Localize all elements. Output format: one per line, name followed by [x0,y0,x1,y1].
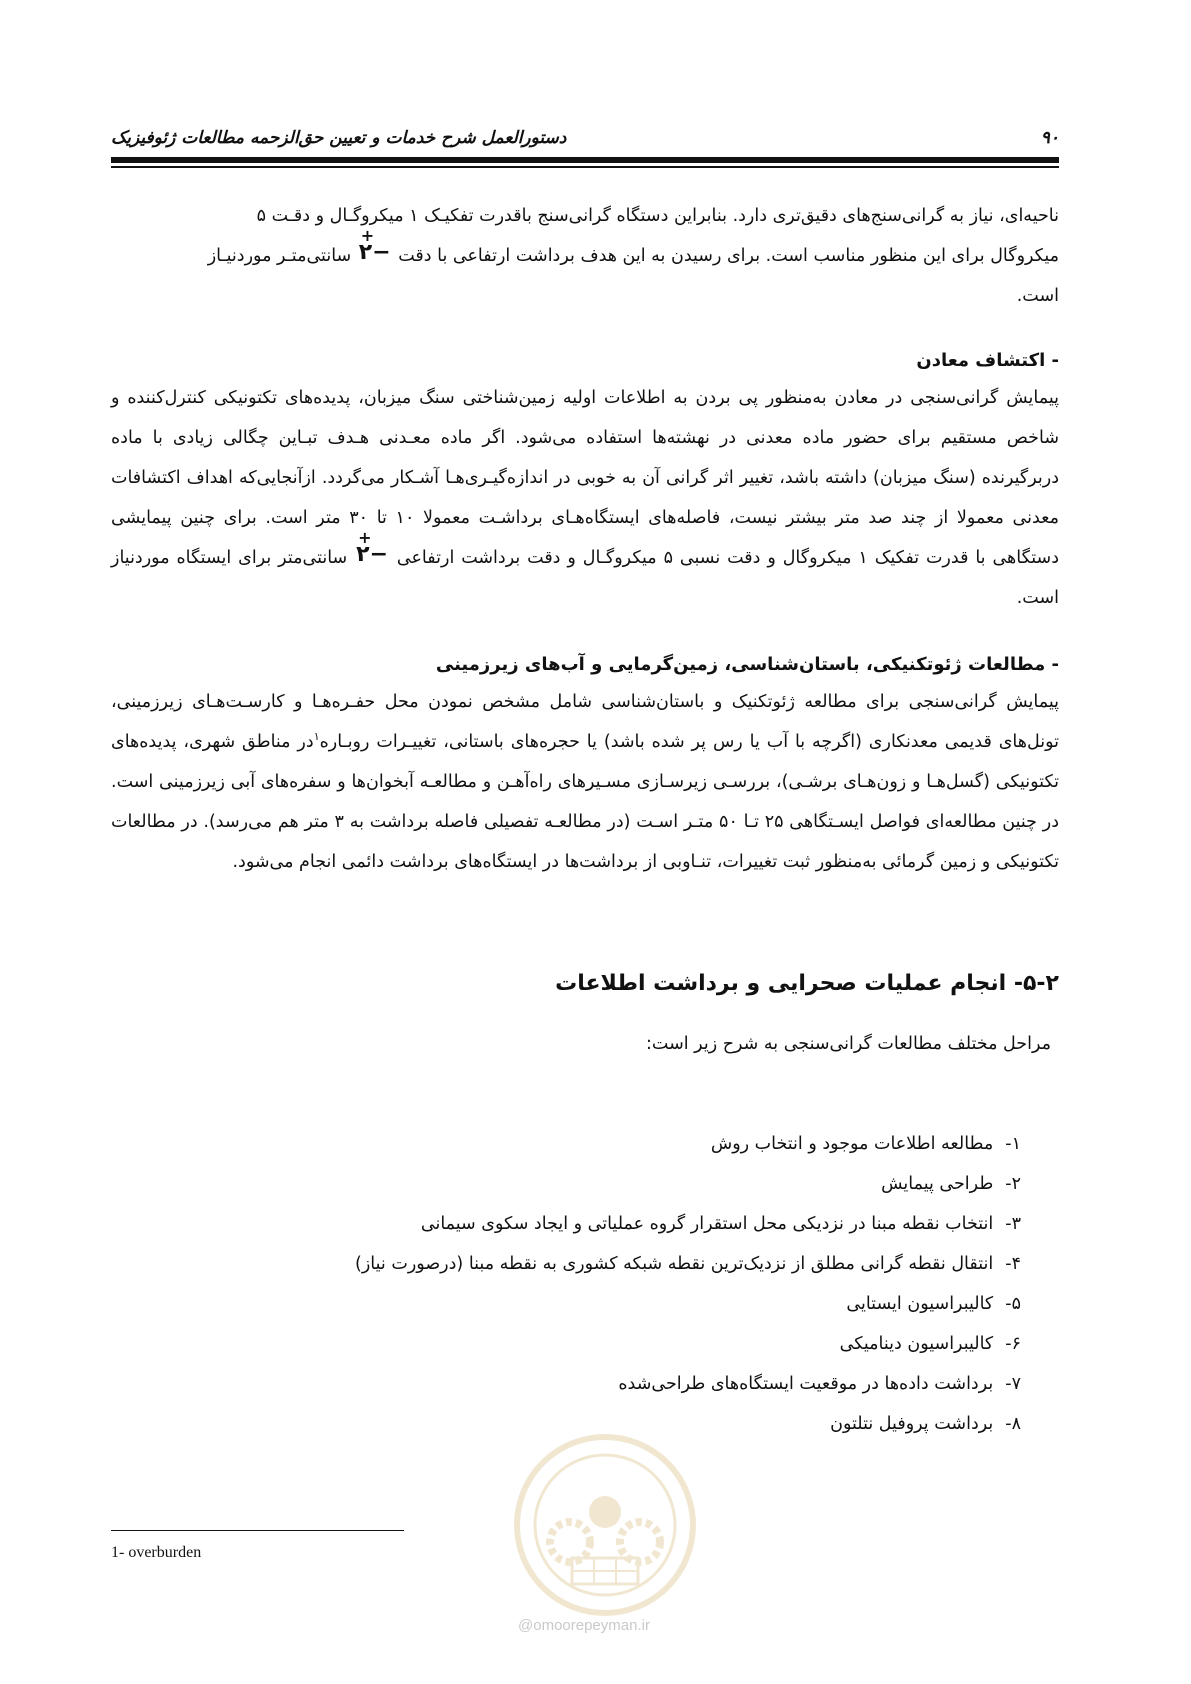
paragraph-line: ناحیه‌ای، نیاز به گرانی‌سنج‌های دقیق‌تری دارد. بنابراین دستگاه گرانی‌سنج باقدرت تفکیـک ۱ میکروگـال و دقـت ۵ [256,206,1059,226]
steps-list [111,1124,1021,1444]
paragraph-text: در مناطق شهری، پدیده‌های تکتونیکی (گسل‌هـا و زون‌هـای برشـی)، بررسـی زیرسـازی مسـیرهای راه‌آهـن و مطالعـه آبخوان‌ها و سفره‌های آبی زیرزمینی است. در چنین مطالعه‌ای فواصل ایسـتگاهی ۲۵ تـا ۵۰ متـر اسـت (در مطالعـه تفصیلی فاصله برداشت به ۳ متر هم می‌رسد). در مطالعات تکتونیکی و زمین گرمائی به‌منظور ثبت تغییرات، تنـاوبی از برداشت‌ها در ایستگاه‌های برداشت دائمی انجام می‌شود. [111,732,1059,872]
list-item: ۲- طراحی پیمایش [881,1174,1021,1194]
list-item: ۸- برداشت پروفیل نتلتون [830,1414,1021,1434]
footnote-ref: ۱ [313,730,320,744]
document-title: دستورالعمل شرح خدمات و تعیین حق‌الزحمه مطالعات ژئوفیزیک [111,128,567,148]
footnote: 1- overburden [111,1544,202,1561]
paragraph-line [111,226,1059,276]
paragraph-text: پیمایش گرانی‌سنجی برای مطالعه ژئوتکنیک و باستان‌شناسی شامل مشخص نمودن محل حفـره‌هـا و کارسـت‌هـای زیرزمینی، تونل‌های قدیمی معدنکاری (اگرچه با آب یا رس پر شده باشد) یا حجره‌های باستانی، تغییـرات روبـاره [111,692,1059,752]
list-item: ۱- مطالعه اطلاعات موجود و انتخاب روش [710,1134,1021,1154]
footnote-rule [111,1530,404,1531]
paragraph-line: است. [1016,286,1059,306]
watermark-logo [510,1430,700,1620]
list-item: ۴- انتقال نقطه گرانی مطلق از نزدیک‌ترین نقطه شبکه کشوری به نقطه مبنا (درصورت نیاز) [355,1254,1021,1274]
geotech-paragraph [111,682,1059,882]
mining-heading: - اکتشاف معادن [916,350,1059,371]
mining-paragraph [111,378,1059,618]
page-number: ۹۰ [1040,128,1059,148]
list-item: ۵- کالیبراسیون ایستایی [846,1294,1021,1314]
list-item: ۷- برداشت داده‌ها در موقعیت ایستگاه‌های طراحی‌شده [618,1374,1021,1394]
geotech-heading: - مطالعات ژئوتکنیکی، باستان‌شناسی، زمین‌گرمایی و آب‌های زیرزمینی [435,654,1059,675]
page-header [111,128,1059,148]
section-intro: مراحل مختلف مطالعات گرانی‌سنجی به شرح زیر است: [646,1034,1051,1054]
plus-minus-value: + −۲ [358,226,391,265]
header-rule-thin [111,166,1059,168]
watermark-url: @omoorepeyman.ir [518,1617,650,1634]
plus-minus-value: + −۲ [356,528,388,567]
list-item: ۶- کالیبراسیون دینامیکی [839,1334,1021,1354]
paragraph-text: سانتی‌متر برای ایستگاه موردنیاز است. [111,548,1059,608]
paragraph-text: پیمایش گرانی‌سنجی در معادن به‌منظور پی بردن به اطلاعات اولیه زمین‌شناختی سنگ میزبان، پدیده‌های تکتونیکی کنترل‌کننده و شاخص مستقیم برای حضور ماده معدنی در نهشته‌ها استفاده می‌شود. اگر ماده معـدنی هـدف تبـاین چگالی زیادی با ماده دربرگیرنده (سنگ میزبان) داشته باشد، تغییر اثر گرانی آن به خوبی در اندازه‌گیـری‌هـا آشـکار می‌گردد. ازآنجایی‌که اهداف اکتشافات معدنی معمولا از چند صد متر بیشتر نیست، فاصله‌های ایستگاه‌هـای برداشـت معمولا ۱۰ تا ۳۰ متر است. برای چنین پیمایشی دستگاهی با قدرت تفکیک ۱ میکروگال و دقت نسبی ۵ میکروگـال و دقت برداشت ارتفاعی [111,388,1059,568]
paragraph-text: سانتی‌متـر موردنیـاز [207,246,352,266]
paragraph-text: میکروگال برای این منظور مناسب است. برای رسیدن به این هدف برداشت ارتفاعی با دقت [398,246,1059,266]
section-title: ۵-۲- انجام عملیات صحرایی و برداشت اطلاعات [555,971,1059,996]
list-item: ۳- انتخاب نقطه مبنا در نزدیکی محل استقرار گروه عملیاتی و ایجاد سکوی سیمانی [420,1214,1021,1234]
intro-paragraph [111,196,1059,316]
header-rule [111,157,1059,163]
